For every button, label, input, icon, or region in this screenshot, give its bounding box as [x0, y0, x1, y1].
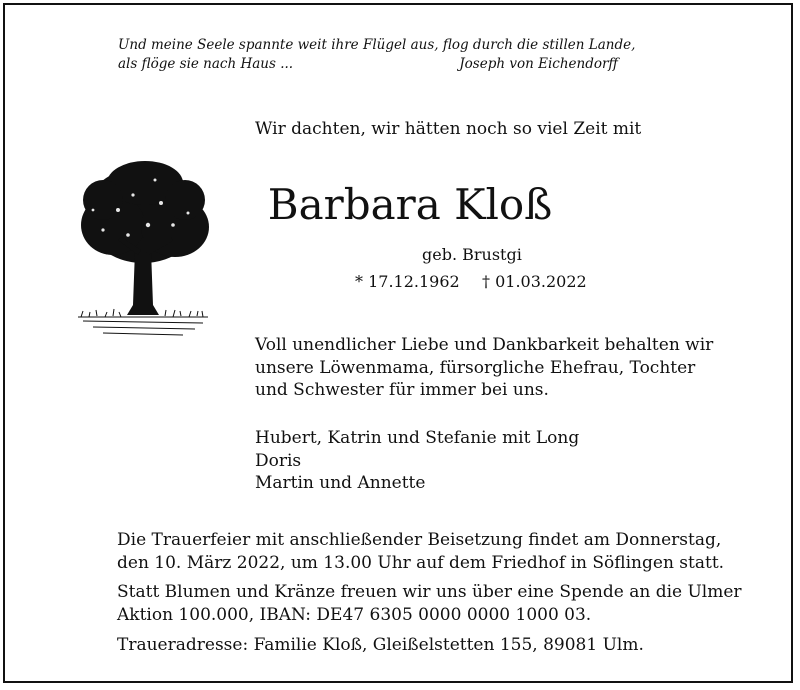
address-line: Traueradresse: Familie Kloß, Gleißelstetten 155, 89081 Ulm. [117, 635, 644, 655]
donation-line: Statt Blumen und Kränze freuen wir uns über eine Spende an die Ulmer [117, 582, 742, 602]
poem-quote [118, 36, 636, 74]
funeral-line: den 10. März 2022, um 13.00 Uhr auf dem Friedhof in Söflingen statt. [117, 552, 725, 573]
quote-line-2: als flöge sie nach Haus ... [118, 56, 294, 72]
tribute-line: Voll unendlicher Liebe und Dankbarkeit behalten wir [255, 335, 714, 355]
quote-line-1: Und meine Seele spannte weit ihre Flügel aus, flog durch die stillen Lande, [118, 37, 636, 53]
tribute-text [255, 334, 713, 402]
donation-info [117, 581, 742, 626]
mourner-line: Martin und Annette [255, 473, 426, 493]
funeral-line: Die Trauerfeier mit anschließender Beisetzung findet am Donnerstag, [117, 530, 722, 550]
mourner-line: Hubert, Katrin und Stefanie mit Long [255, 428, 580, 448]
death-date: † 01.03.2022 [482, 272, 587, 291]
born-name: geb. Brustgi [422, 245, 522, 264]
donation-line: Aktion 100.000, IBAN: DE47 6305 0000 0000 1000 03. [117, 604, 592, 625]
deceased-name: Barbara Kloß [267, 180, 553, 229]
quote-author: Joseph von Eichendorff [459, 56, 618, 72]
life-dates [355, 272, 587, 291]
tribute-line: und Schwester für immer bei uns. [255, 380, 549, 400]
obituary-card [3, 3, 793, 683]
mourner-line: Doris [255, 450, 302, 471]
funeral-info [117, 529, 724, 574]
address-info [117, 634, 644, 657]
mourners-list [255, 427, 579, 495]
tribute-line: unsere Löwenmama, fürsorgliche Ehefrau, Tochter [255, 357, 696, 378]
birth-date: * 17.12.1962 [355, 272, 460, 291]
intro-text: Wir dachten, wir hätten noch so viel Zeit mit [255, 119, 642, 139]
